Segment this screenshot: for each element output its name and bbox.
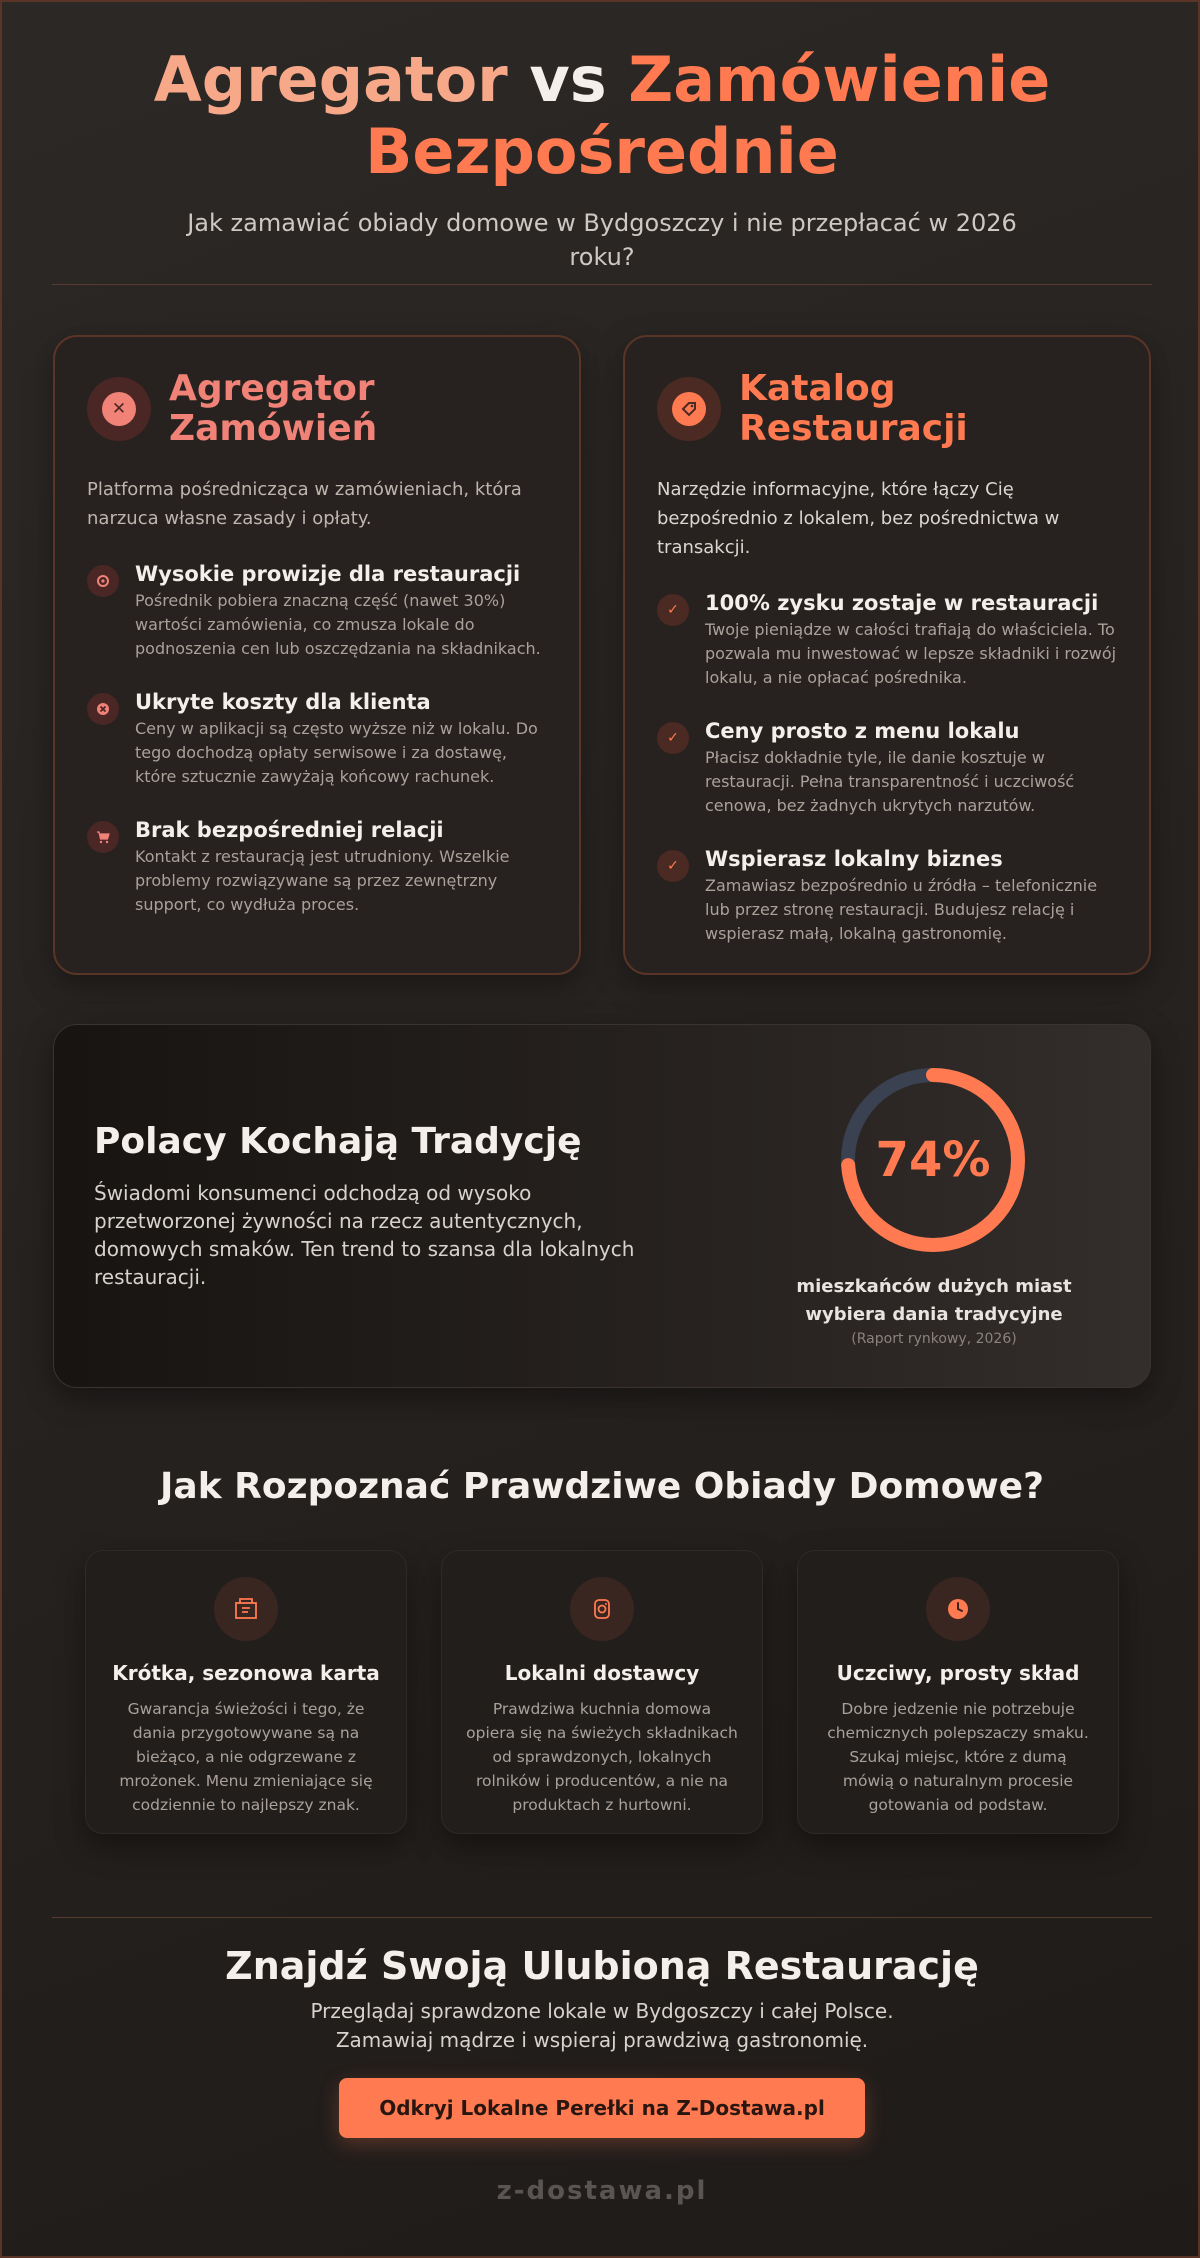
tag-icon [657,377,721,441]
x-circle-icon: ✕ [87,377,151,441]
feature-text: Dobre jedzenie nie potrzebuje chemicznych polepszaczy smaku. Szukaj miejsc, które z dumą mówią o naturalnym procesie gotowania od podstaw. [827,1700,1089,1814]
cta-title: Znajdź Swoją Ulubioną Restaurację [225,1944,979,1988]
feature-title: Lokalni dostawcy [504,1661,700,1685]
aggregator-card-title: Agregator Zamówień [169,368,378,449]
discover-restaurants-button[interactable]: Odkryj Lokalne Perełki na Z-Dostawa.pl [339,2078,865,2138]
item-text: Ceny w aplikacji są często wyższe niż w lokalu. Do tego dochodzą opłaty serwisowe i za dostawę, które sztucznie zawyżają końcowy rachunek. [135,719,538,786]
catalog-card-description: Narzędzie informacyjne, które łączy Cię bezpośrednio z lokalem, bez pośrednictwa w transakcji. [657,479,1060,558]
item-title: Brak bezpośredniej relacji [135,818,444,842]
item-title: Wysokie prowizje dla restauracji [135,562,521,586]
feature-title: Krótka, sezonowa karta [112,1661,380,1685]
feature-text: Prawdziwa kuchnia domowa opiera się na świeżych składnikach od sprawdzonych, lokalnych rolników i producentów, a nie na produktach z hurtowni. [466,1700,738,1814]
feature-card [441,1550,763,1834]
item-title: Ukryte koszty dla klienta [135,690,431,714]
catalog-card-title: Katalog Restauracji [739,368,968,449]
recognize-section-title: Jak Rozpoznać Prawdziwe Obiady Domowe? [160,1466,1044,1507]
feature-card [85,1550,407,1834]
title-part-direct: Zamówienie Bezpośrednie [365,43,1051,188]
item-text: Płacisz dokładnie tyle, ile danie kosztuje w restauracji. Pełna transparentność i uczciwość cenowa, bez żadnych ukrytych narzutów. [705,748,1075,815]
cta-text-line: Zamawiaj mądrze i wspieraj prawdziwą gastronomię. [335,2028,869,2052]
list-item [657,846,1117,946]
divider [52,1917,1152,1918]
header [2,44,1200,274]
local-supplier-icon [570,1577,634,1641]
list-item [87,689,547,789]
item-text: Twoje pieniądze w całości trafiają do właściciela. To pozwala mu inwestować w lepsze składniki i rozwój lokalu, a nie opłacać pośrednika. [705,620,1117,687]
item-text: Zamawiasz bezpośrednio u źródła – telefonicznie lub przez stronę restauracji. Budujesz relację i wspierasz małą, lokalną gastronomię. [705,876,1098,943]
percent-value: 74% [875,1132,991,1188]
list-item [87,817,547,917]
feature-text: Gwarancja świeżości i tego, że dania przygotowywane są na bieżąco, a nie odgrzewane z mrożonek. Menu zmieniające się codziennie to najlepszy znak. [119,1700,373,1814]
menu-card-icon [214,1577,278,1641]
list-item [657,590,1117,690]
item-text: Kontakt z restauracją jest utrudniony. Wszelkie problemy rozwiązywane są przez zewnętrzny support, co wydłuża proces. [135,847,510,914]
item-text: Pośrednik pobiera znaczną część (nawet 30%) wartości zamówienia, co zmusza lokale do podnoszenia cen lub oszczędzania na składnikach. [135,591,541,658]
catalog-card [623,335,1151,975]
trend-section [53,1024,1151,1388]
feature-card [797,1550,1119,1834]
feature-title: Uczciwy, prosty skład [836,1661,1080,1685]
item-title: Wspierasz lokalny biznes [705,847,1003,871]
trend-title: Polacy Kochają Tradycję [94,1121,582,1162]
aggregator-card [53,335,581,975]
clock-icon [926,1577,990,1641]
divider [52,284,1152,285]
footer-brand[interactable]: z-dostawa.pl [496,2176,708,2206]
item-title: 100% zysku zostaje w restauracji [705,591,1099,615]
page-subtitle: Jak zamawiać obiady domowe w Bydgoszczy i nie przepłacać w 2026 roku? [187,209,1017,271]
list-item [657,718,1117,818]
stat-source: (Raport rynkowy, 2026) [851,1331,1017,1347]
list-item [87,561,547,661]
x-icon [87,693,119,725]
title-vs: vs [529,43,607,116]
page-title [102,44,1102,188]
item-title: Ceny prosto z menu lokalu [705,719,1020,743]
check-icon: ✓ [657,594,689,626]
aggregator-card-description: Platforma pośrednicząca w zamówieniach, która narzuca własne zasady i opłaty. [87,479,522,529]
title-part-aggregator: Agregator [153,43,508,116]
trend-text: Świadomi konsumenci odchodzą od wysoko przetworzonej żywności na rzecz autentycznych, domowych smaków. Ten trend to szansa dla lokalnych restauracji. [94,1181,635,1289]
check-icon: ✓ [657,850,689,882]
percent-icon [87,565,119,597]
stat-label: mieszkańców dużych miast wybiera dania tradycyjne [796,1276,1072,1325]
check-icon: ✓ [657,722,689,754]
cta-text [2,1997,1200,2055]
cta-text-line: Przeglądaj sprawdzone lokale w Bydgoszczy i całej Polsce. [310,1999,894,2023]
cart-icon [87,821,119,853]
